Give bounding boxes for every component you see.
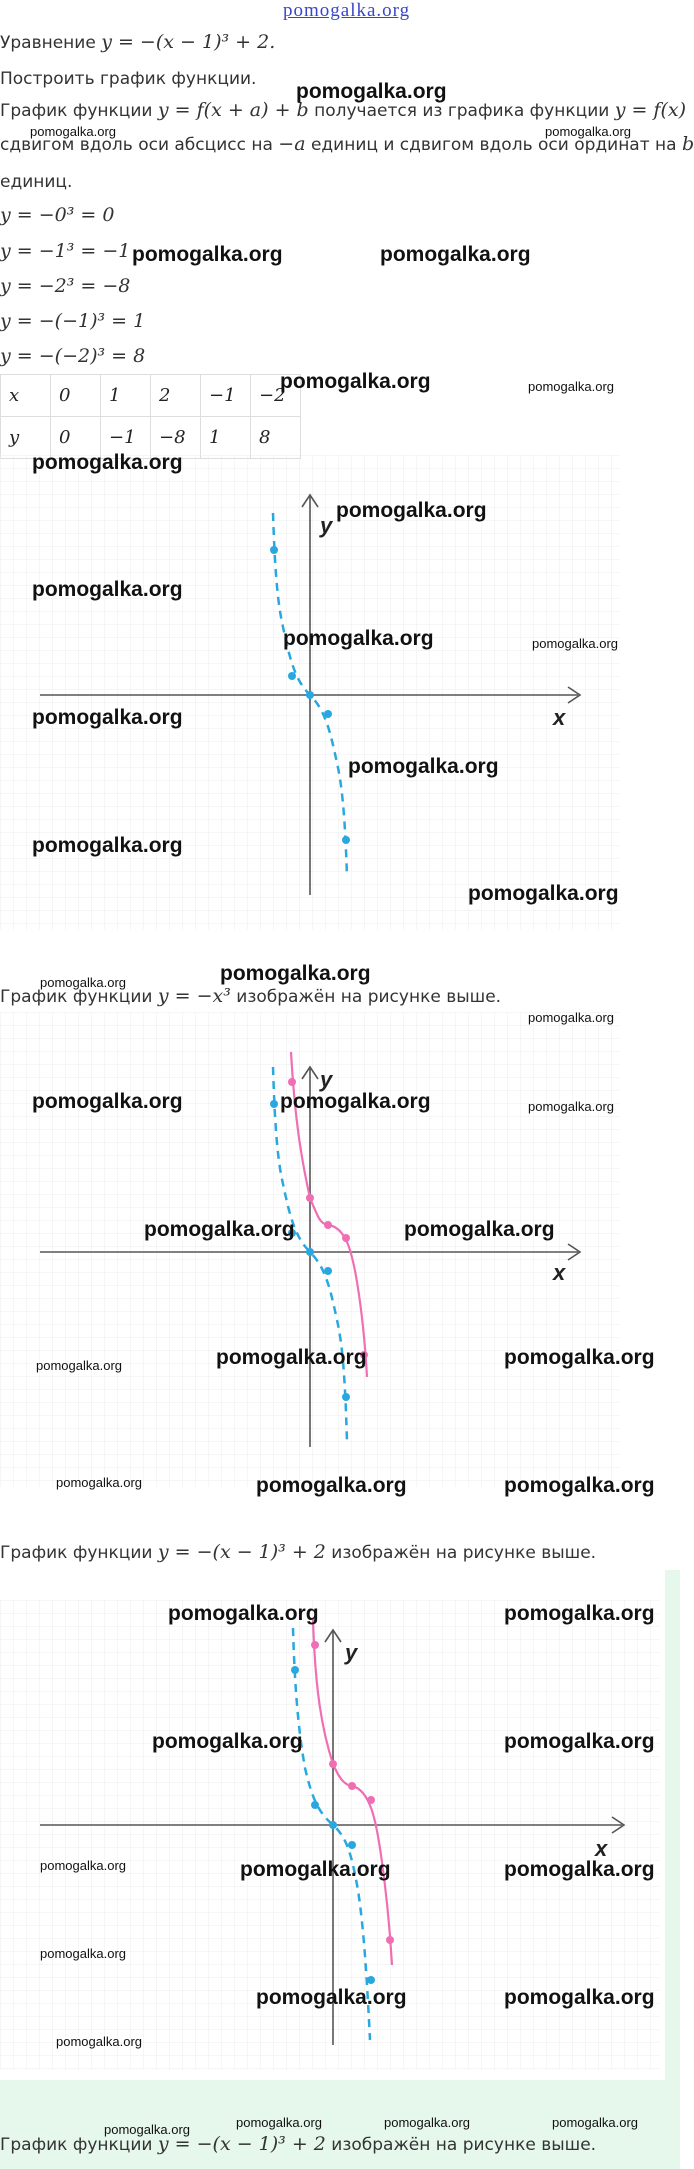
watermark: pomogalka.org xyxy=(280,370,431,393)
watermark: pomogalka.org xyxy=(504,1346,655,1369)
table-row-x xyxy=(1,375,301,417)
watermark: pomogalka.org xyxy=(283,627,434,650)
point-pink xyxy=(306,1194,314,1202)
table-cell: 8 xyxy=(251,417,301,459)
point-pink xyxy=(324,1221,332,1229)
y-axis-label: y xyxy=(320,1067,333,1092)
watermark: pomogalka.org xyxy=(468,882,619,905)
rule-text-1: График функции xyxy=(0,101,153,121)
caption-2-math: y = −(x − 1)³ + 2 xyxy=(157,1541,326,1563)
watermark: pomogalka.org xyxy=(545,124,631,139)
point-pink xyxy=(288,1078,296,1086)
watermark: pomogalka.org xyxy=(528,1010,614,1025)
site-header-link[interactable]: pomogalka.org xyxy=(283,0,411,21)
rule-line2-math2: b xyxy=(681,133,694,155)
point-blue xyxy=(291,1666,299,1674)
watermark: pomogalka.org xyxy=(504,1858,655,1881)
x-axis-label: x xyxy=(553,1260,566,1285)
point-blue xyxy=(311,1801,319,1809)
watermark: pomogalka.org xyxy=(404,1218,555,1241)
watermark: pomogalka.org xyxy=(256,1986,407,2009)
watermark: pomogalka.org xyxy=(56,2034,142,2049)
graph-1 xyxy=(0,455,620,930)
watermark: pomogalka.org xyxy=(56,1475,142,1490)
watermark: pomogalka.org xyxy=(40,1858,126,1873)
watermark: pomogalka.org xyxy=(504,1986,655,2009)
table-cell: −1 xyxy=(101,417,151,459)
highlight-side xyxy=(665,1570,680,2080)
watermark: pomogalka.org xyxy=(40,1946,126,1961)
rule-line-3: единиц. xyxy=(0,172,73,192)
point-pink xyxy=(342,1234,350,1242)
watermark: pomogalka.org xyxy=(36,1358,122,1373)
table-header-x: x xyxy=(1,375,51,417)
rule-line2-text-2: единиц и сдвигом вдоль оси ординат на xyxy=(310,135,677,155)
point-x-neg2 xyxy=(270,546,278,554)
watermark: pomogalka.org xyxy=(504,1474,655,1497)
x-axis-label: x xyxy=(553,705,566,730)
watermark: pomogalka.org xyxy=(528,379,614,394)
watermark: pomogalka.org xyxy=(236,2115,322,2130)
point-pink xyxy=(348,1782,356,1790)
watermark: pomogalka.org xyxy=(40,975,126,990)
watermark: pomogalka.org xyxy=(528,1099,614,1114)
point-blue xyxy=(306,1248,314,1256)
table-header-y: y xyxy=(1,417,51,459)
caption-1-math: y = −x³ xyxy=(157,985,231,1007)
watermark: pomogalka.org xyxy=(380,243,531,266)
caption-3 xyxy=(0,2132,596,2157)
watermark: pomogalka.org xyxy=(168,1602,319,1625)
point-blue xyxy=(324,1267,332,1275)
calc-line-3: y = −2³ = −8 xyxy=(0,275,131,297)
watermark: pomogalka.org xyxy=(552,2115,638,2130)
rule-line2-math: −a xyxy=(278,133,306,155)
watermark: pomogalka.org xyxy=(144,1218,295,1241)
rule-math-2: y = f(x) xyxy=(614,99,687,121)
calc-line-4: y = −(−1)³ = 1 xyxy=(0,310,146,332)
caption-2-suffix: изображён на рисунке выше. xyxy=(331,1543,597,1563)
watermark: pomogalka.org xyxy=(256,1474,407,1497)
watermark: pomogalka.org xyxy=(240,1858,391,1881)
watermark: pomogalka.org xyxy=(132,243,283,266)
calc-line-1: y = −0³ = 0 xyxy=(0,204,115,226)
point-origin xyxy=(306,691,314,699)
table-cell: 0 xyxy=(51,375,101,417)
point-blue xyxy=(270,1100,278,1108)
y-axis-label: y xyxy=(320,513,333,538)
watermark: pomogalka.org xyxy=(32,706,183,729)
point-blue xyxy=(367,1976,375,1984)
table-cell: −8 xyxy=(151,417,201,459)
caption-1-prefix: График функции xyxy=(0,987,153,1007)
point-blue xyxy=(342,1393,350,1401)
table-cell: −2 xyxy=(251,375,301,417)
point-x-2 xyxy=(342,836,350,844)
caption-3-prefix: График функции xyxy=(0,2135,153,2155)
watermark: pomogalka.org xyxy=(280,1090,431,1113)
caption-3-suffix: изображён на рисунке выше. xyxy=(331,2135,597,2155)
caption-2 xyxy=(0,1540,596,1565)
caption-3-math: y = −(x − 1)³ + 2 xyxy=(157,2133,326,2155)
table-cell: −1 xyxy=(201,375,251,417)
rule-text-2: получается из графика функции xyxy=(314,101,610,121)
watermark: pomogalka.org xyxy=(32,578,183,601)
x-axis-label: x xyxy=(595,1836,608,1861)
watermark: pomogalka.org xyxy=(336,499,487,522)
watermark: pomogalka.org xyxy=(32,1090,183,1113)
point-pink xyxy=(386,1936,394,1944)
graph-2 xyxy=(0,1012,620,1487)
point-x-neg1 xyxy=(288,672,296,680)
caption-1-suffix: изображён на рисунке выше. xyxy=(236,987,502,1007)
rule-line2-text-1: сдвигом вдоль оси абсцисс на xyxy=(0,135,273,155)
watermark: pomogalka.org xyxy=(504,1730,655,1753)
point-pink xyxy=(311,1641,319,1649)
point-blue xyxy=(348,1841,356,1849)
watermark: pomogalka.org xyxy=(32,451,183,474)
watermark: pomogalka.org xyxy=(504,1602,655,1625)
y-axis-label: y xyxy=(345,1640,358,1665)
table-cell: 0 xyxy=(51,417,101,459)
point-blue xyxy=(329,1821,337,1829)
task-text: Построить график функции. xyxy=(0,69,257,89)
table-cell: 1 xyxy=(101,375,151,417)
watermark: pomogalka.org xyxy=(532,636,618,651)
caption-2-prefix: График функции xyxy=(0,1543,153,1563)
watermark: pomogalka.org xyxy=(348,755,499,778)
table-cell: 1 xyxy=(201,417,251,459)
watermark: pomogalka.org xyxy=(216,1346,367,1369)
watermark: pomogalka.org xyxy=(296,80,447,103)
point-x-1 xyxy=(324,710,332,718)
watermark: pomogalka.org xyxy=(220,962,371,985)
calc-line-2: y = −1³ = −1 xyxy=(0,240,131,262)
rule-math-1: y = f(x + a) + b xyxy=(157,99,309,121)
point-pink xyxy=(367,1796,375,1804)
equation-prefix: Уравнение xyxy=(0,33,96,53)
calc-line-5: y = −(−2)³ = 8 xyxy=(0,345,146,367)
watermark: pomogalka.org xyxy=(384,2115,470,2130)
watermark: pomogalka.org xyxy=(104,2122,190,2137)
watermark: pomogalka.org xyxy=(32,834,183,857)
values-table xyxy=(0,374,301,459)
watermark: pomogalka.org xyxy=(152,1730,303,1753)
equation-line xyxy=(0,30,275,55)
equation-math: y = −(x − 1)³ + 2. xyxy=(101,31,276,53)
watermark: pomogalka.org xyxy=(30,124,116,139)
point-pink xyxy=(329,1760,337,1768)
table-cell: 2 xyxy=(151,375,201,417)
